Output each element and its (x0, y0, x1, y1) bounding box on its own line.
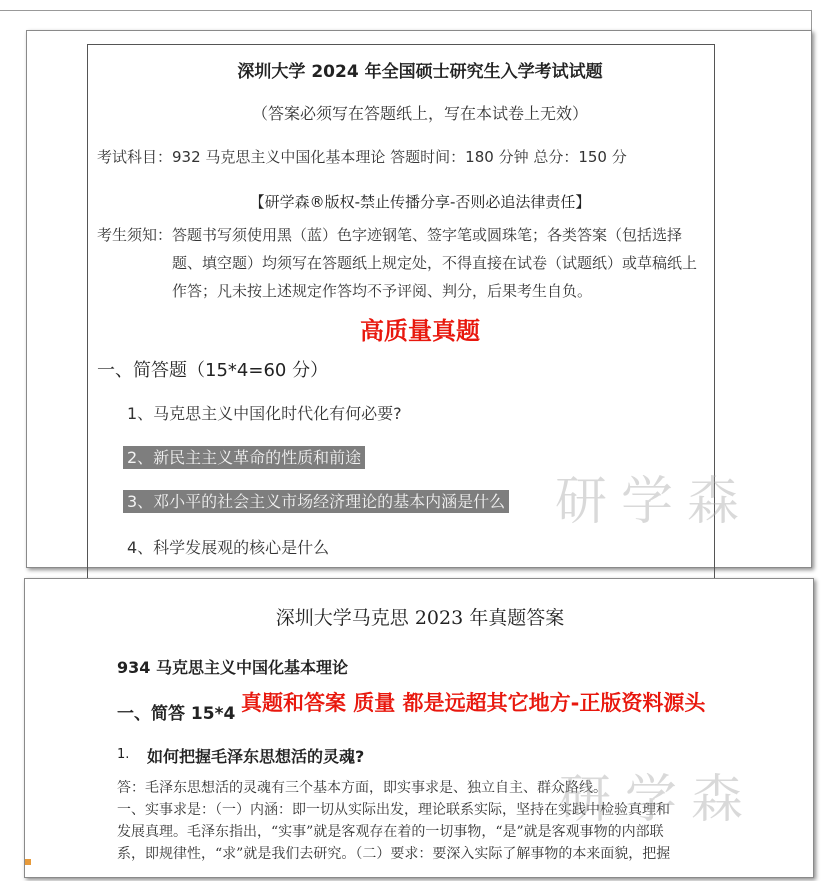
notice-line-2: 题、填空题）均须写在答题纸上规定处，不得直接在试卷（试题纸）或草稿纸上 (172, 254, 698, 272)
answer-question: 如何把握毛泽东思想活的灵魂? (147, 747, 365, 766)
question-2-text: 2、新民主主义革命的性质和前途 (123, 446, 365, 469)
answer-title: 深圳大学马克思 2023 年真题答案 (275, 607, 565, 629)
question-4: 4、科学发展观的核心是什么 (127, 538, 330, 557)
top-border-line (0, 10, 812, 11)
question-3-text: 3、邓小平的社会主义市场经济理论的基本内涵是什么 (123, 490, 509, 513)
question-2 (123, 445, 365, 468)
quality-banner: 高质量真题 (360, 317, 480, 345)
answer-line-2: 一、实事求是：（一）内涵：即一切从实际出发，理论联系实际，坚持在实践中检验真理和 (117, 802, 670, 818)
answer-line-4: 系，即规律性，“求”就是我们去研究。（二）要求：要深入实际了解事物的本来面貌，把握 (117, 846, 671, 862)
exam-page (26, 30, 812, 568)
notice-line-3: 作答；凡未按上述规定作答均不予评阅、判分，后果考生自负。 (172, 282, 593, 300)
section-title: 一、简答题（15*4=60 分） (97, 360, 329, 381)
watermark: 研学森 (559, 770, 758, 830)
course-code: 934 马克思主义中国化基本理论 (117, 658, 348, 677)
exam-subject-line: 考试科目：932 马克思主义中国化基本理论 答题时间：180 分钟 总分：150 分 (97, 148, 627, 166)
top-border-vline (811, 10, 812, 32)
candidate-notice (97, 221, 717, 305)
answer-red-banner: 真题和答案 质量 都是远超其它地方-正版资料源头 (241, 691, 706, 715)
answer-line-3: 发展真理。毛泽东指出，“实事”就是客观存在着的一切事物，“是”就是客观事物的内部联 (117, 824, 664, 840)
exam-title: 深圳大学 2024 年全国硕士研究生入学考试试题 (237, 62, 603, 82)
question-number: 1. (117, 747, 130, 762)
copyright-notice: 【研学森®版权-禁止传播分享-否则必追法律责任】 (249, 193, 591, 211)
corner-mark (25, 859, 31, 865)
question-3 (123, 489, 509, 512)
answer-line-1: 答：毛泽东思想活的灵魂有三个基本方面，即实事求是、独立自主、群众路线。 (117, 780, 607, 796)
answer-page (24, 578, 814, 878)
notice-line-1: 考生须知：答题书写须使用黑（蓝）色字迹钢笔、签字笔或圆珠笔；各类答案（包括选择 (97, 226, 683, 244)
watermark: 研学森 (555, 472, 754, 532)
question-1: 1、马克思主义中国化时代化有何必要? (127, 404, 402, 423)
answer-section-title: 一、简答 15*4 (117, 704, 236, 724)
exam-subtitle: （答案必须写在答题纸上，写在本试卷上无效） (251, 104, 588, 123)
